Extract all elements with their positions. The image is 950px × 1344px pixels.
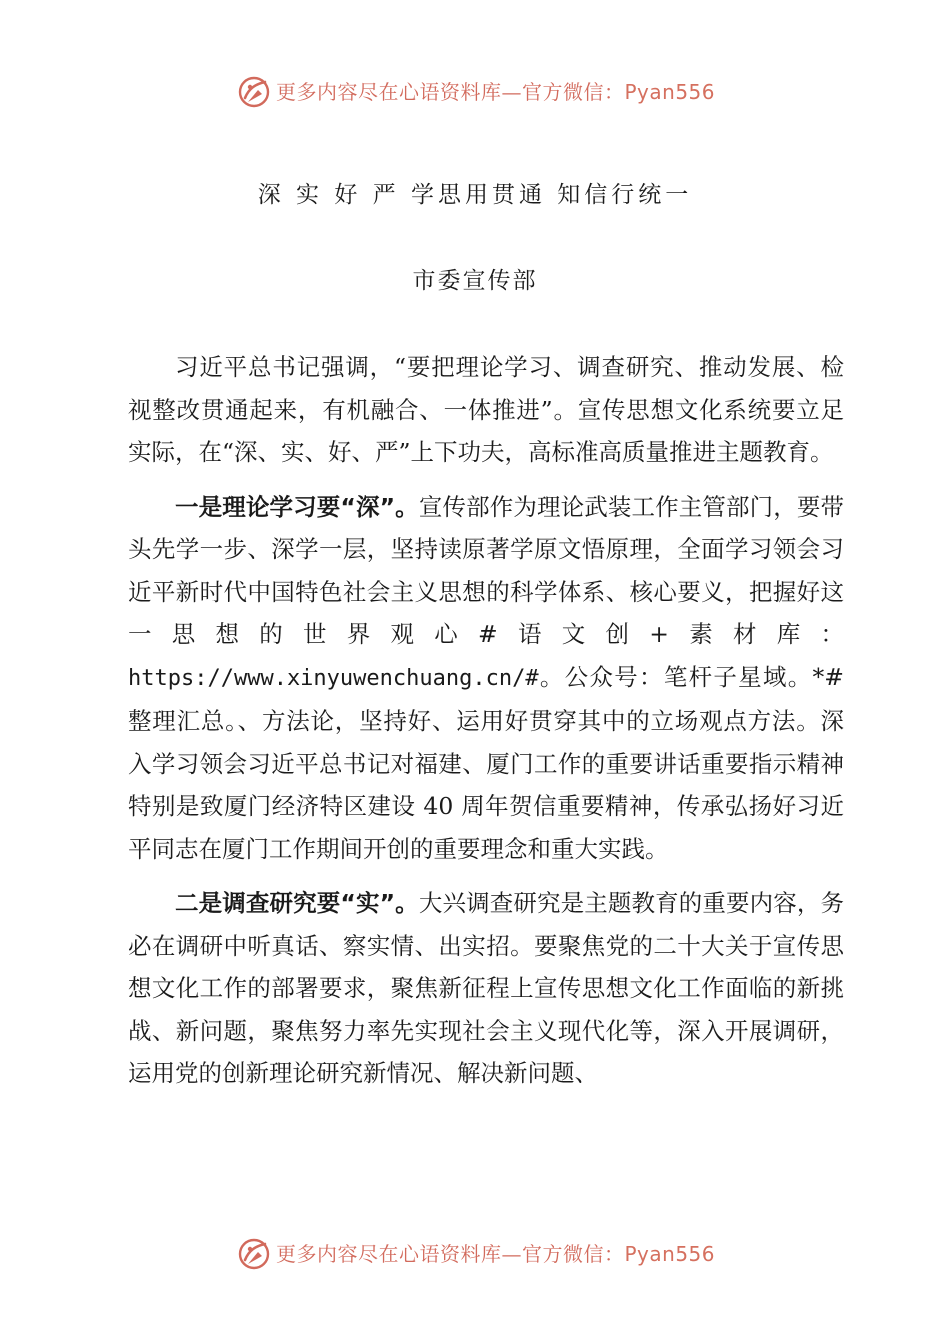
- paragraph-intro: 习近平总书记强调，“要把理论学习、调查研究、推动发展、检视整改贯通起来，有机融合、一体推进”。宣传思想文化系统要立足实际，在“深、实、好、严”上下功夫，高标准高质量推进主题教育。: [128, 353, 844, 466]
- footer-watermark-banner: [0, 1232, 950, 1276]
- paragraph-text: 宣传部作为理论武装工作主管部门，要带头先学一步、深学一层，坚持读原著学原文悟原理，全面学习领会习近平新时代中国特色社会主义思想的科学体系、核心要义，把握好这一思想的世界观心#语文创+素材库：: [128, 492, 845, 648]
- paragraph-text: 大兴调查研究是主题教育的重要内容，务必在调研中听真话、察实情、出实招。要聚焦党的二十大关于宣传思想文化工作的部署要求，聚焦新征程上宣传思想文化工作面临的新挑战、新问题，聚焦努力率先实现社会主义现代化等，深入开展调研，运用党的创新理论研究新情况、解决新问题、: [128, 889, 845, 1087]
- document-body: [128, 346, 844, 1107]
- document-title: 深 实 好 严 学思用贯通 知信行统一: [257, 182, 693, 208]
- watermark-label: 更多内容尽在心语资料库—官方微信：: [276, 1242, 625, 1266]
- inline-url: https://www.xinyuwenchuang.cn/#: [128, 665, 539, 691]
- brand-logo-icon: [236, 1236, 272, 1272]
- paragraph-lead-heading: 一是理论学习要“深”。: [175, 492, 419, 521]
- watermark-text: [276, 1240, 715, 1268]
- watermark-text: [276, 78, 715, 106]
- paragraph-research: [128, 882, 844, 1095]
- header-watermark-banner: [0, 70, 950, 114]
- document-author: 市委宣传部: [412, 268, 538, 294]
- watermark-label: 更多内容尽在心语资料库—官方微信：: [276, 80, 625, 104]
- paragraph-lead-heading: 二是调查研究要“实”。: [175, 889, 419, 917]
- paragraph-text-continued: 。公众号：笔杆子星域。*#整理汇总。、方法论，坚持好、运用好贯穿其中的立场观点方法。深入学习领会习近平总书记对福建、厦门工作的重要讲话重要指示精神特别是致厦门经济特区建设 40 周年贺信重要精神，传承弘扬好习近平同志在厦门工作期间开创的重要理念和重大实践。: [128, 662, 844, 863]
- brand-logo-icon: [236, 74, 272, 110]
- wechat-id: Pyan556: [624, 80, 716, 104]
- paragraph-theory-study: [128, 486, 844, 871]
- wechat-id: Pyan556: [624, 1242, 716, 1266]
